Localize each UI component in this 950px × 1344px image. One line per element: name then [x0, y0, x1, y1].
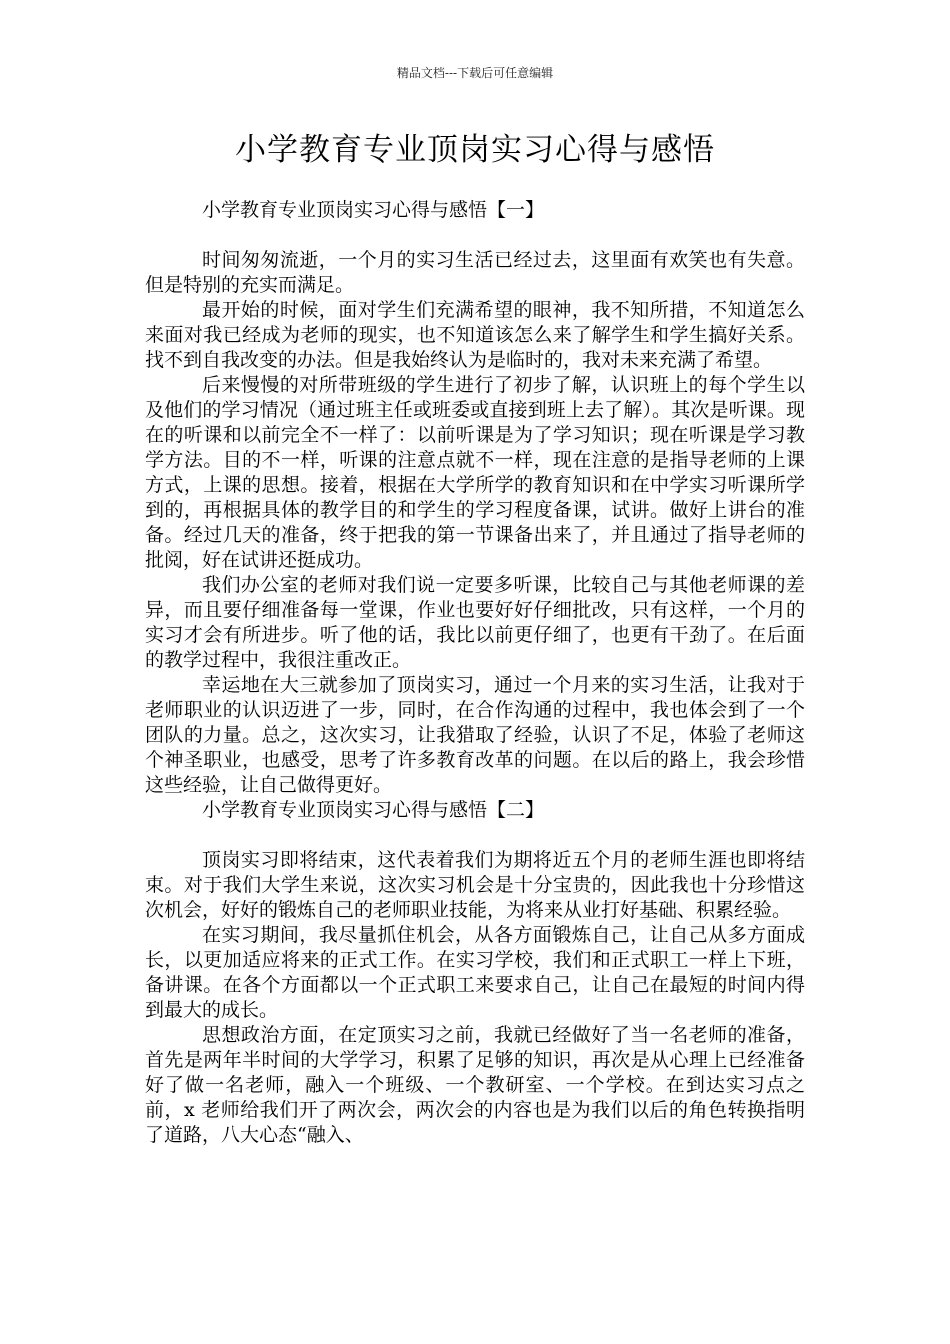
section-2-heading: 小学教育专业顶岗实习心得与感悟【二】: [202, 799, 545, 821]
section-1-heading: 小学教育专业顶岗实习心得与感悟【一】: [202, 199, 545, 221]
section-1-paragraph-1: 时间匆匆流逝，一个月的实习生活已经过去，这里面有欢笑也有失意。但是特别的充实而满足。: [145, 249, 805, 296]
section-1-paragraph-3: 后来慢慢的对所带班级的学生进行了初步了解，认识班上的每个学生以及他们的学习情况（通过班主任或班委或直接到班上去了解）。其次是听课。现在的听课和以前完全不一样了：以前听课是为了学习知识；现在听课是学习教学方法。目的不一样，听课的注意点就不一样，现在注意的是指导老师的上课方式，上课的思想。接着，根据在大学所学的教育知识和在中学实习听课所学到的，再根据具体的教学目的和学生的学习程度备课，试讲。做好上讲台的准备。经过几天的准备，终于把我的第一节课备出来了，并且通过了指导老师的批阅，好在试讲还挺成功。: [145, 374, 805, 571]
section-2-paragraph-3: 思想政治方面，在定顶实习之前，我就已经做好了当一名老师的准备，首先是两年半时间的大学学习，积累了足够的知识，再次是从心理上已经准备好了做一名老师，融入一个班级、一个教研室、一个学校。在到达实习点之前，x 老师给我们开了两次会，两次会的内容也是为我们以后的角色转换指明了道路，八大心态“融入、: [145, 1024, 805, 1146]
spacer: [145, 823, 805, 848]
section-2-paragraph-1: 顶岗实习即将结束，这代表着我们为期将近五个月的老师生涯也即将结束。对于我们大学生来说，这次实习机会是十分宝贵的，因此我也十分珍惜这次机会，好好的锻炼自己的老师职业技能，为将来从业打好基础、积累经验。: [145, 849, 805, 921]
section-2-paragraph-2: 在实习期间，我尽量抓住机会，从各方面锻炼自己，让自己从多方面成长，以更加适应将来的正式工作。在实习学校，我们和正式职工一样上下班，备讲课。在各个方面都以一个正式职工来要求自己，让自己在最短的时间内得到最大的成长。: [145, 924, 805, 1021]
section-1-paragraph-4: 我们办公室的老师对我们说一定要多听课，比较自己与其他老师课的差异，而且要仔细准备每一堂课，作业也要好好仔细批改，只有这样，一个月的实习才会有所进步。听了他的话，我比以前更仔细了，也更有干劲了。在后面的教学过程中，我很注重改正。: [145, 574, 805, 671]
header-note: 精品文档---下载后可任意编辑: [396, 66, 554, 80]
section-1-paragraph-5: 幸运地在大三就参加了顶岗实习，通过一个月来的实习生活，让我对于老师职业的认识迈进了一步，同时，在合作沟通的过程中，我也体会到了一个团队的力量。总之，这次实习，让我猎取了经验，认识了不足，体验了老师这个神圣职业，也感受，思考了许多教育改革的问题。在以后的路上，我会珍惜这些经验，让自己做得更好。: [145, 674, 805, 796]
document-title: 小学教育专业顶岗实习心得与感悟: [235, 132, 715, 168]
section-1-paragraph-2: 最开始的时候，面对学生们充满希望的眼神，我不知所措，不知道怎么来面对我已经成为老师的现实，也不知道该怎么来了解学生和学生搞好关系。找不到自我改变的办法。但是我始终认为是临时的，我对未来充满了希望。: [145, 299, 805, 371]
spacer: [145, 223, 805, 248]
document-body: [145, 198, 805, 1148]
